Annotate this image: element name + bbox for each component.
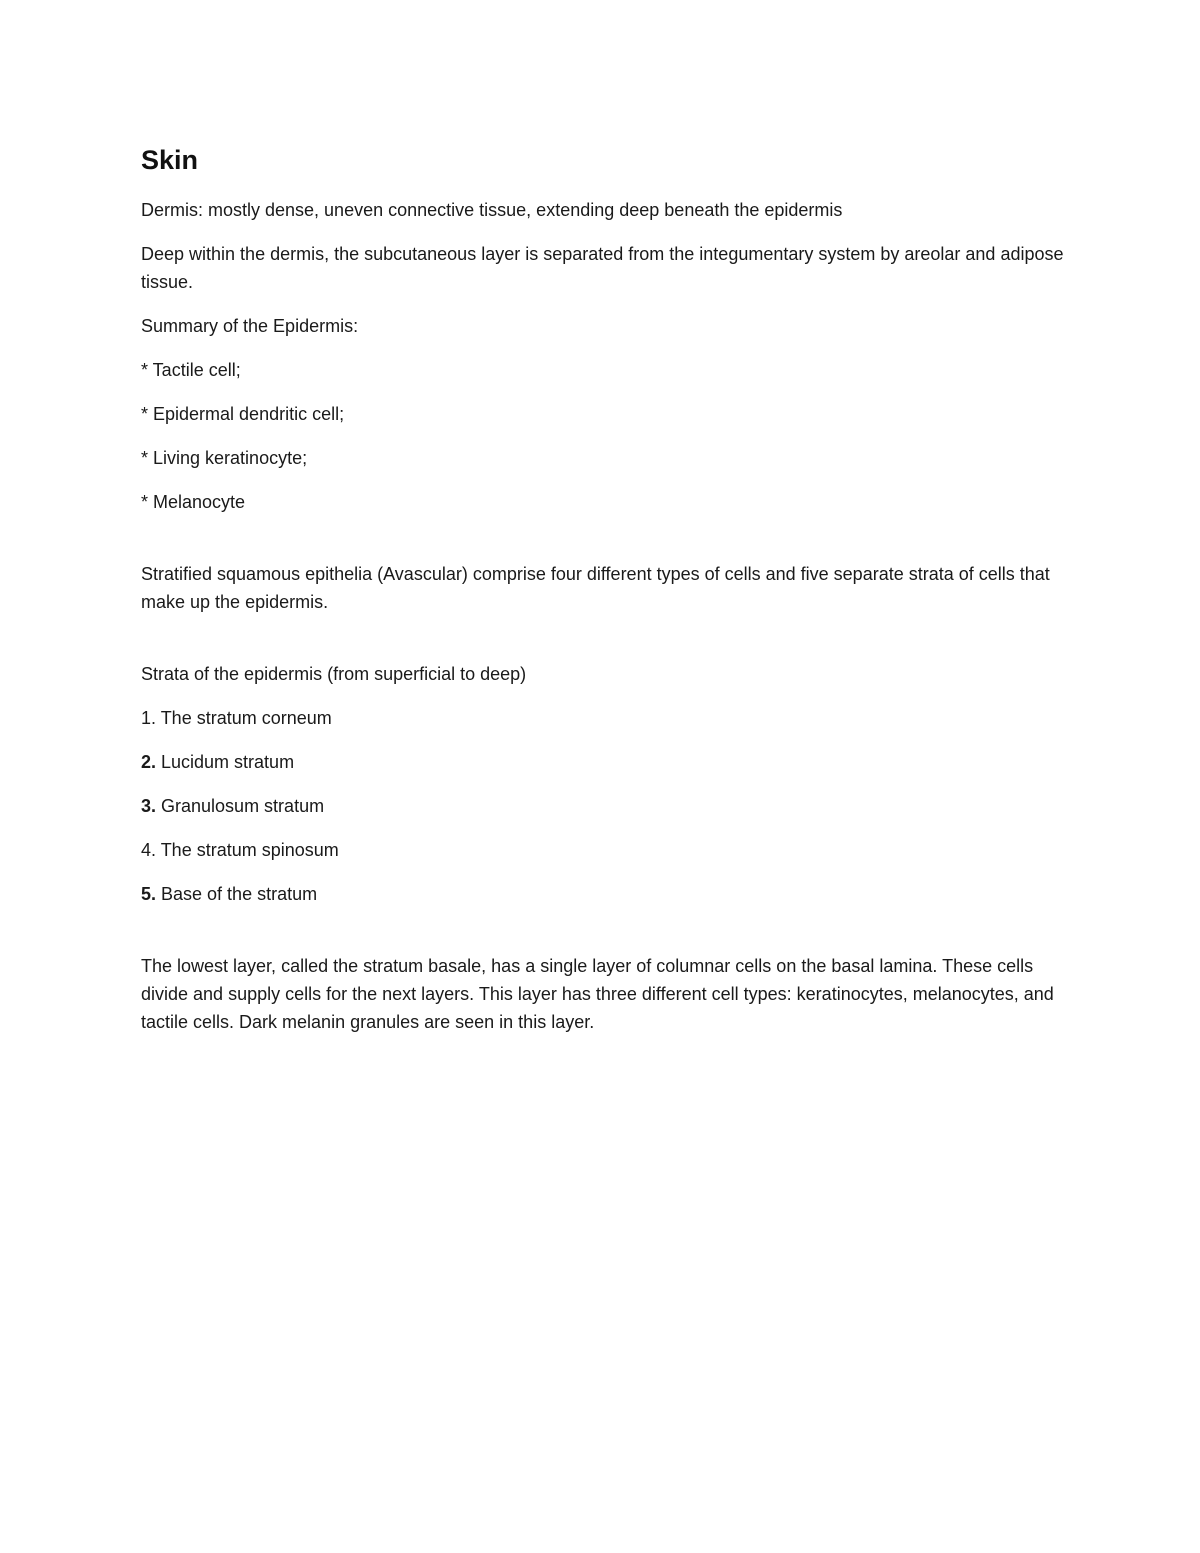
subcutaneous-paragraph: Deep within the dermis, the subcutaneous layer is separated from the integumentary system by areolar and adipose tissue. [141, 244, 1064, 292]
strata-item [141, 836, 1066, 864]
strata-item-label: The stratum corneum [156, 708, 332, 728]
summary-item-keratinocyte: * Living keratinocyte; [141, 448, 308, 468]
strata-item-label: The stratum spinosum [156, 840, 339, 860]
stratum-basale-paragraph: The lowest layer, called the stratum basale, has a single layer of columnar cells on the basal lamina. These cells divide and supply cells for the next layers. This layer has three different cell types: keratinocytes, melanocytes, and tactile cells. Dark melanin granules are seen in this layer. [141, 956, 1054, 1032]
page-title: Skin [141, 145, 199, 175]
strata-item-label: Base of the stratum [156, 884, 318, 904]
strata-item-label: Granulosum stratum [156, 796, 325, 816]
strata-heading: Strata of the epidermis (from superficial to deep) [141, 664, 527, 684]
strata-item-number: 4. [141, 840, 157, 860]
strata-item-number: 5. [141, 884, 157, 904]
strata-item-number: 3. [141, 796, 157, 816]
summary-item-dendritic-cell: * Epidermal dendritic cell; [141, 404, 345, 424]
strata-item [141, 748, 1066, 776]
strata-item-number: 1. [141, 708, 157, 728]
stratified-paragraph: Stratified squamous epithelia (Avascular) comprise four different types of cells and five separate strata of cells that make up the epidermis. [141, 564, 1050, 612]
dermis-paragraph: Dermis: mostly dense, uneven connective tissue, extending deep beneath the epidermis [141, 200, 843, 220]
strata-item [141, 792, 1066, 820]
summary-item-melanocyte: * Melanocyte [141, 492, 246, 512]
strata-item [141, 880, 1066, 908]
strata-item-number: 2. [141, 752, 157, 772]
strata-item-label: Lucidum stratum [156, 752, 295, 772]
document-body [141, 140, 1066, 1052]
summary-heading: Summary of the Epidermis: [141, 316, 359, 336]
strata-item [141, 704, 1066, 732]
summary-item-tactile-cell: * Tactile cell; [141, 360, 241, 380]
